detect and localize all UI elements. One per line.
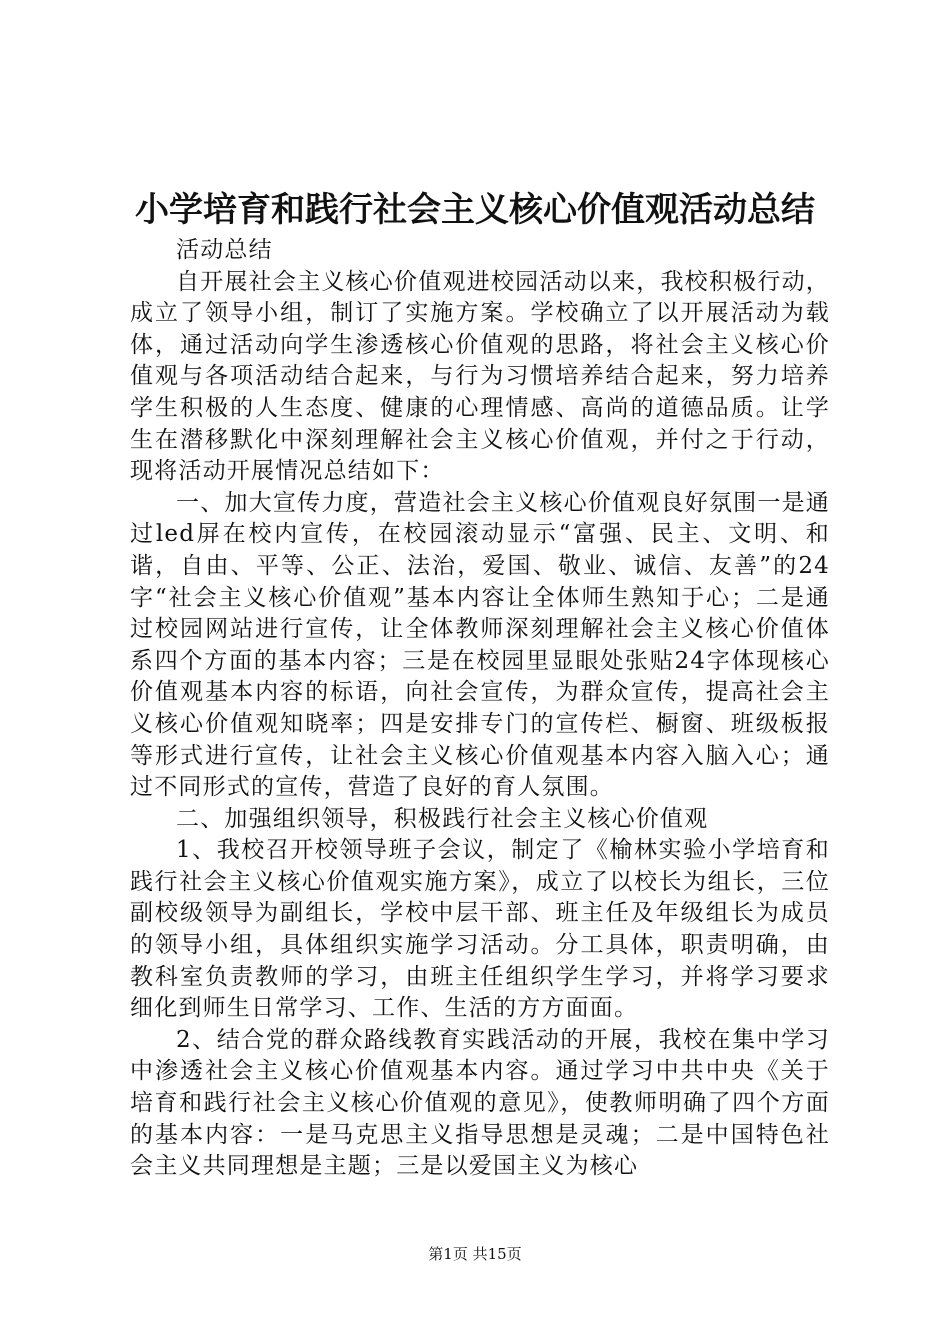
- paragraph-item-one: 1、我校召开校领导班子会议，制定了《榆林实验小学培育和践行社会主义核心价值观实施方案》，成立了以校长为组长，三位副校级领导为副组长，学校中层干部、班主任及年级组长为成员的领导小组，具体组织实施学习活动。分工具体，职责明确，由教科室负责教师的学习，由班主任组织学生学习，并将学习要求细化到师生日常学习、工作、生活的方方面面。: [130, 837, 830, 1022]
- paragraph-section-one: 一、加大宣传力度，营造社会主义核心价值观良好氛围一是通过led屏在校内宣传，在校园滚动显示“富强、民主、文明、和谐，自由、平等、公正、法治，爱国、敬业、诚信、友善”的24字“社会主义核心价值观”基本内容让全体师生熟知于心；二是通过校园网站进行宣传，让全体教师深刻理解社会主义核心价值体系四个方面的基本内容；三是在校园里显眼处张贴24字体现核心价值观基本内容的标语，向社会宣传，为群众宣传，提高社会主义核心价值观知晓率；四是安排专门的宣传栏、橱窗、班级板报等形式进行宣传，让社会主义核心价值观基本内容入脑入心；通过不同形式的宣传，营造了良好的育人氛围。: [130, 489, 830, 801]
- page-number-footer: 第1页 共15页: [428, 1245, 522, 1263]
- document-body: [130, 235, 830, 1183]
- paragraph-intro: 自开展社会主义核心价值观进校园活动以来，我校积极行动，成立了领导小组，制订了实施方案。学校确立了以开展活动为载体，通过活动向学生渗透核心价值观的思路，将社会主义核心价值观与各项活动结合起来，与行为习惯培养结合起来，努力培养学生积极的人生态度、健康的心理情感、高尚的道德品质。让学生在潜移默化中深刻理解社会主义核心价值观，并付之于行动，现将活动开展情况总结如下：: [130, 268, 830, 485]
- paragraph-item-two: 2、结合党的群众路线教育实践活动的开展，我校在集中学习中渗透社会主义核心价值观基本内容。通过学习中共中央《关于培育和践行社会主义核心价值观的意见》，使教师明确了四个方面的基本内容：一是马克思主义指导思想是灵魂；二是中国特色社会主义共同理想是主题；三是以爱国主义为核心: [130, 1026, 830, 1180]
- paragraph-heading-summary: 活动总结: [176, 237, 273, 263]
- document-title: 小学培育和践行社会主义核心价值观活动总结: [135, 190, 815, 230]
- paragraph-section-two-heading: 二、加强组织领导，积极践行社会主义核心价值观: [176, 805, 709, 832]
